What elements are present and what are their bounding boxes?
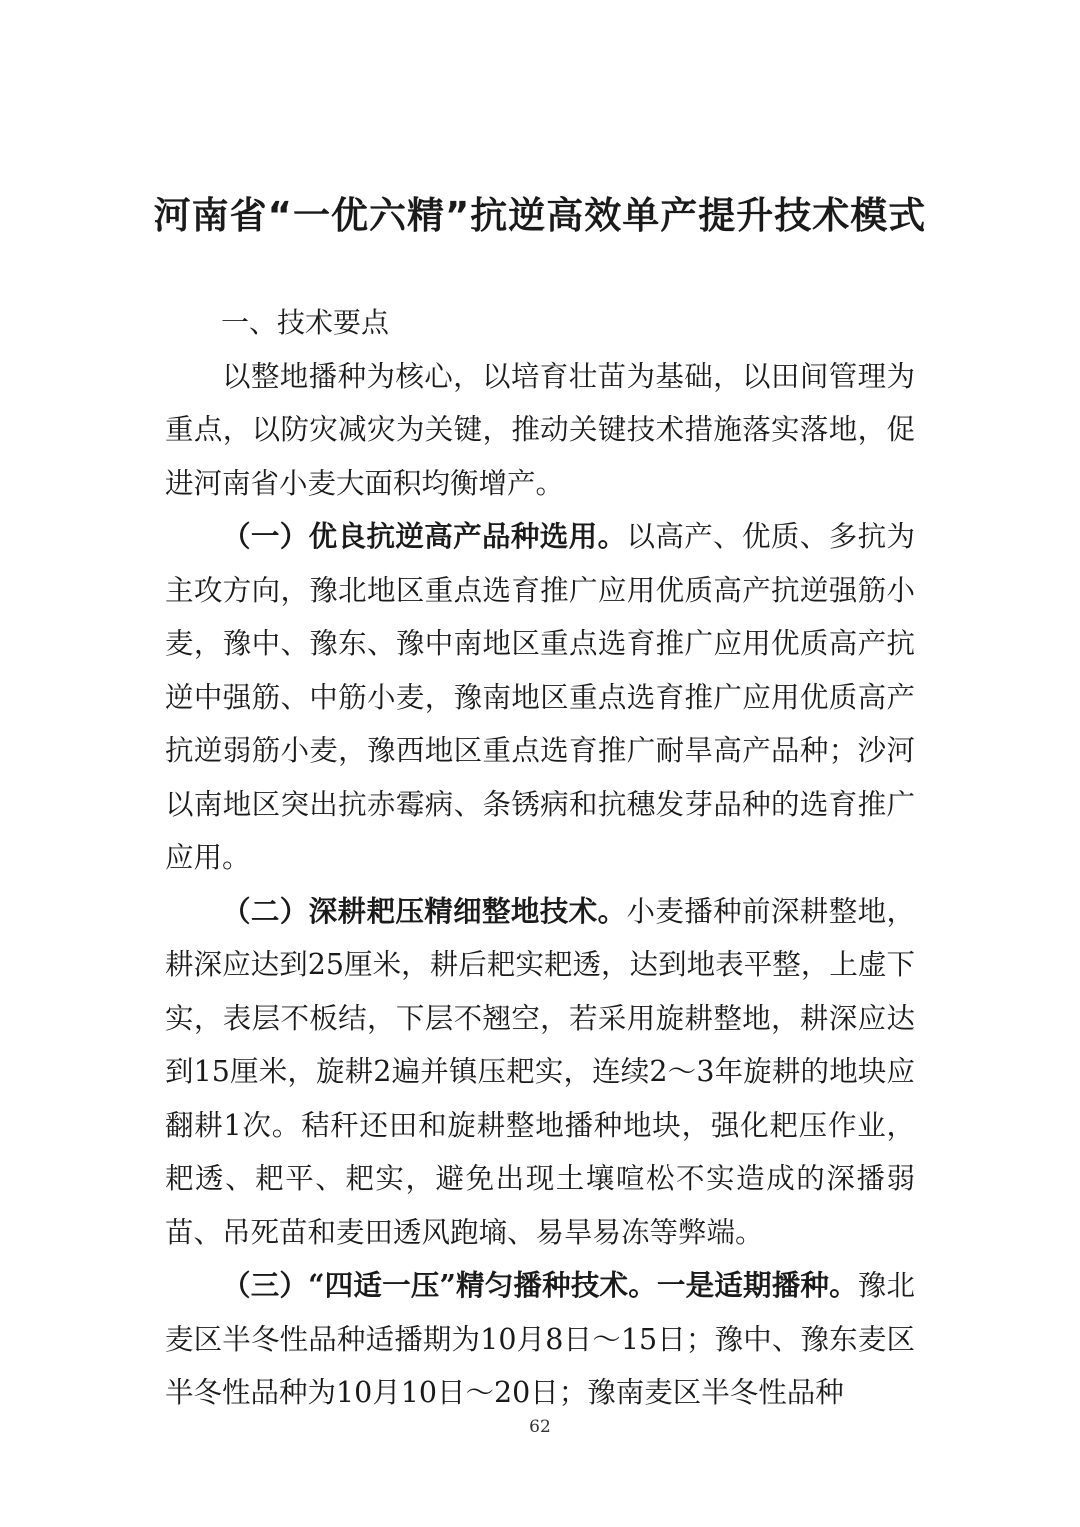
intro-paragraph: 以整地播种为核心，以培育壮苗为基础，以田间管理为重点，以防灾减灾为关键，推动关键技术措施落实落地，促进河南省小麦大面积均衡增产。 <box>165 359 915 500</box>
section-heading: 一、技术要点 <box>221 306 390 339</box>
page-number: 62 <box>529 1417 551 1437</box>
document-title: 河南省“一优六精”抗逆高效单产提升技术模式 <box>153 194 927 237</box>
item-paragraph-2 <box>165 885 915 1260</box>
item-text-2: 小麦播种前深耕整地，耕深应达到25厘米，耕后耙实耙透，达到地表平整，上虚下实，表层不板结，下层不翘空，若采用旋耕整地，耕深应达到15厘米，旋耕2遍并镇压耙实，连续2～3年旋耕的地块应翻耕1次。秸秆还田和旋耕整地播种地块，强化耙压作业，耙透、耙平、耙实，避免出现土壤喧松不实造成的深播弱苗、吊死苗和麦田透风跑墒、易旱易冻等弊端。 <box>165 894 915 1249</box>
document-body <box>165 296 915 1420</box>
item-lead-1: （一）优良抗逆高产品种选用。 <box>222 519 627 553</box>
item-paragraph-3 <box>165 1259 915 1420</box>
item-lead-2: （二）深耕耙压精细整地技术。 <box>222 893 627 928</box>
item-text-3: 豫北麦区半冬性品种适播期为10月8日～15日；豫中、豫东麦区半冬性品种为10月10日～20日；豫南麦区半冬性品种 <box>165 1269 915 1409</box>
item-lead-3: （三）“四适一压”精匀播种技术。一是适期播种。 <box>222 1268 858 1302</box>
item-paragraph-1 <box>165 510 915 885</box>
item-text-1: 以高产、优质、多抗为主攻方向，豫北地区重点选育推广应用优质高产抗逆强筋小麦，豫中、豫东、豫中南地区重点选育推广应用优质高产抗逆中强筋、中筋小麦，豫南地区重点选育推广应用优质高产抗逆弱筋小麦，豫西地区重点选育推广耐旱高产品种；沙河以南地区突出抗赤霉病、条锈病和抗穗发芽品种的选育推广应用。 <box>165 520 915 874</box>
